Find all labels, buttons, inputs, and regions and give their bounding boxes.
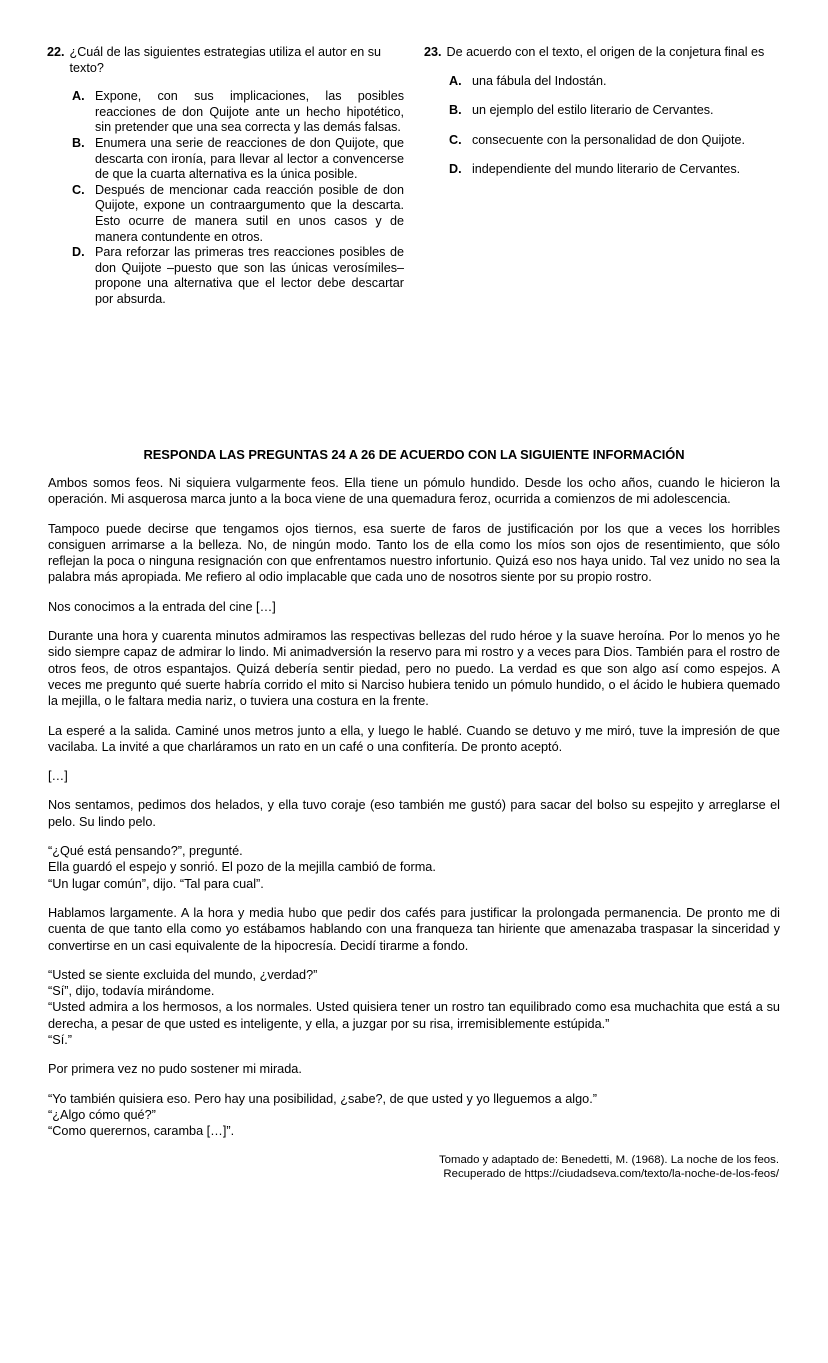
question-22-option-a[interactable]	[71, 89, 404, 136]
question-22-option-d[interactable]	[71, 245, 404, 307]
passage-paragraph: […]	[48, 769, 68, 784]
question-22-option-c[interactable]	[71, 183, 404, 245]
question-23-option-c[interactable]	[448, 133, 781, 149]
option-letter: B.	[72, 135, 85, 150]
question-22-options	[47, 89, 404, 307]
passage-paragraph: Por primera vez no pudo sostener mi mirada.	[48, 1062, 302, 1077]
passage-dialogue: “Yo también quisiera eso. Pero hay una posibilidad, ¿sabe?, de que usted y yo lleguemos a algo.” “¿Algo cómo qué?” “Como querernos, caramba […]”.	[48, 1091, 597, 1139]
question-22-option-b[interactable]	[71, 136, 404, 183]
passage-dialogue: “Usted se siente excluida del mundo, ¿verdad?” “Sí”, dijo, todavía mirándome. “Usted admira a los hermosos, a los normales. Usted quisiera tener un rostro tan equilibrado como esa muchachita que está a su derecha, a pesar de que usted es inteligente, y ella, a juzgar por su risa, irremisiblemente estúpida.” “Sí.”	[48, 967, 780, 1048]
option-letter: B.	[449, 103, 462, 118]
question-22-stem: ¿Cuál de las siguientes estrategias utiliza el autor en su texto?	[69, 45, 382, 75]
option-letter: C.	[72, 182, 85, 197]
question-23-options	[424, 74, 781, 178]
passage-paragraph: Nos sentamos, pedimos dos helados, y ella tuvo coraje (eso también me gustó) para sacar del bolso su espejito y arreglarse el pelo. Su lindo pelo.	[48, 798, 780, 829]
option-letter: A.	[72, 89, 85, 104]
question-23-number: 23.	[424, 45, 442, 59]
option-text: Expone, con sus implicaciones, las posibles reacciones de don Quijote ante un hecho hipotético, sin pretender que una sea correcta y las demás falsas.	[95, 89, 404, 135]
question-23-option-b[interactable]	[448, 103, 781, 119]
option-text: consecuente con la personalidad de don Quijote.	[472, 132, 746, 147]
source-line-2: Recuperado de https://ciudadseva.com/texto/la-noche-de-los-feos/	[443, 1168, 779, 1181]
question-22-number: 22.	[47, 45, 65, 59]
option-text: Enumera una serie de reacciones de don Quijote, que descarta con ironía, para llevar al lector a convencerse de que la cuarta alternativa es la única posible.	[95, 135, 404, 182]
option-letter: D.	[449, 162, 462, 177]
passage-dialogue: “¿Qué está pensando?”, pregunté. Ella guardó el espejo y sonrió. El pozo de la mejilla cambió de forma. “Un lugar común”, dijo. “Tal para cual”.	[48, 844, 436, 891]
question-23-option-d[interactable]	[448, 162, 781, 178]
passage-body	[48, 475, 780, 1182]
passage-paragraph: Durante una hora y cuarenta minutos admiramos las respectivas bellezas del rudo héroe y la suave heroína. Por lo menos yo he sido siempre capaz de admirar lo lindo. Mi animadversión la reservo para mi rostro y a veces para Dios. También para el rostro de otros feos, de otros espantajos. Quizá debería sentir piedad, pero no puedo. La verdad es que son algo así como espejos. A veces me pregunto qué suerte habría corrido el mito si Narciso hubiera tenido un pómulo hundido, o el ácido le hubiera quemado la mejilla, o le faltara media nariz, o tuviera una costura en la frente.	[48, 629, 780, 709]
option-letter: D.	[72, 245, 85, 260]
question-23	[424, 45, 781, 178]
question-22	[47, 45, 404, 308]
option-text: independiente del mundo literario de Cervantes.	[472, 162, 741, 177]
passage-heading: RESPONDA LAS PREGUNTAS 24 A 26 DE ACUERDO CON LA SIGUIENTE INFORMACIÓN	[143, 447, 685, 462]
question-22-header	[47, 45, 404, 76]
option-letter: C.	[449, 132, 462, 147]
option-text: Después de mencionar cada reacción posible de don Quijote, expone un contraargumento que la descarta. Esto ocurre de manera sutil en unos casos y de manera contundente en otros.	[95, 182, 404, 244]
question-23-option-a[interactable]	[448, 74, 781, 90]
option-text: Para reforzar las primeras tres reacciones posibles de don Quijote –puesto que son las únicas verosímiles– propone una alternativa que el lector debe descartar por absurda.	[95, 245, 404, 306]
passage-paragraph: Hablamos largamente. A la hora y media hubo que pedir dos cafés para justificar la prolongada permanencia. De pronto me di cuenta de que tanto ella como yo estábamos hablando con una franqueza tan hiriente que amenazaba traspasar la sinceridad y convertirse en un casi equivalente de la hipocresía. Decidí tirarme a fondo.	[48, 905, 780, 953]
source-line-1: Tomado y adaptado de: Benedetti, M. (1968). La noche de los feos.	[438, 1153, 779, 1166]
passage-paragraph: La esperé a la salida. Caminé unos metros junto a ella, y luego le hablé. Cuando se detuvo y me miró, tuve la impresión de que vacilaba. La invité a que charláramos un rato en un café o una confitería. De pronto aceptó.	[48, 723, 780, 754]
passage-source	[48, 1153, 780, 1182]
option-text: una fábula del Indostán.	[472, 73, 607, 88]
question-23-header	[424, 45, 781, 61]
questions-section	[47, 45, 781, 308]
passage-paragraph: Nos conocimos a la entrada del cine […]	[48, 599, 276, 614]
passage-paragraph: Ambos somos feos. Ni siquiera vulgarmente feos. Ella tiene un pómulo hundido. Desde los ocho años, cuando le hicieron la operación. Mi asquerosa marca junto a la boca viene de una quemadura feroz, ocurrida a comienzos de mi adolescencia.	[48, 476, 780, 507]
option-letter: A.	[449, 73, 462, 88]
passage-paragraph: Tampoco puede decirse que tengamos ojos tiernos, esa suerte de faros de justificación por los que a veces los horribles consiguen arrimarse a la belleza. No, de ningún modo. Tanto los de ella como los míos son ojos de resentimiento, que sólo reflejan la poca o ninguna resignación con que enfrentamos nuestro infortunio. Quizá eso nos haya unido. Tal vez unido no sea la palabra más apropiada. Me refiero al odio implacable que cada uno de nosotros siente por su propio rostro.	[48, 521, 780, 585]
option-text: un ejemplo del estilo literario de Cervantes.	[472, 103, 714, 118]
question-23-stem: De acuerdo con el texto, el origen de la conjetura final es	[446, 45, 765, 59]
